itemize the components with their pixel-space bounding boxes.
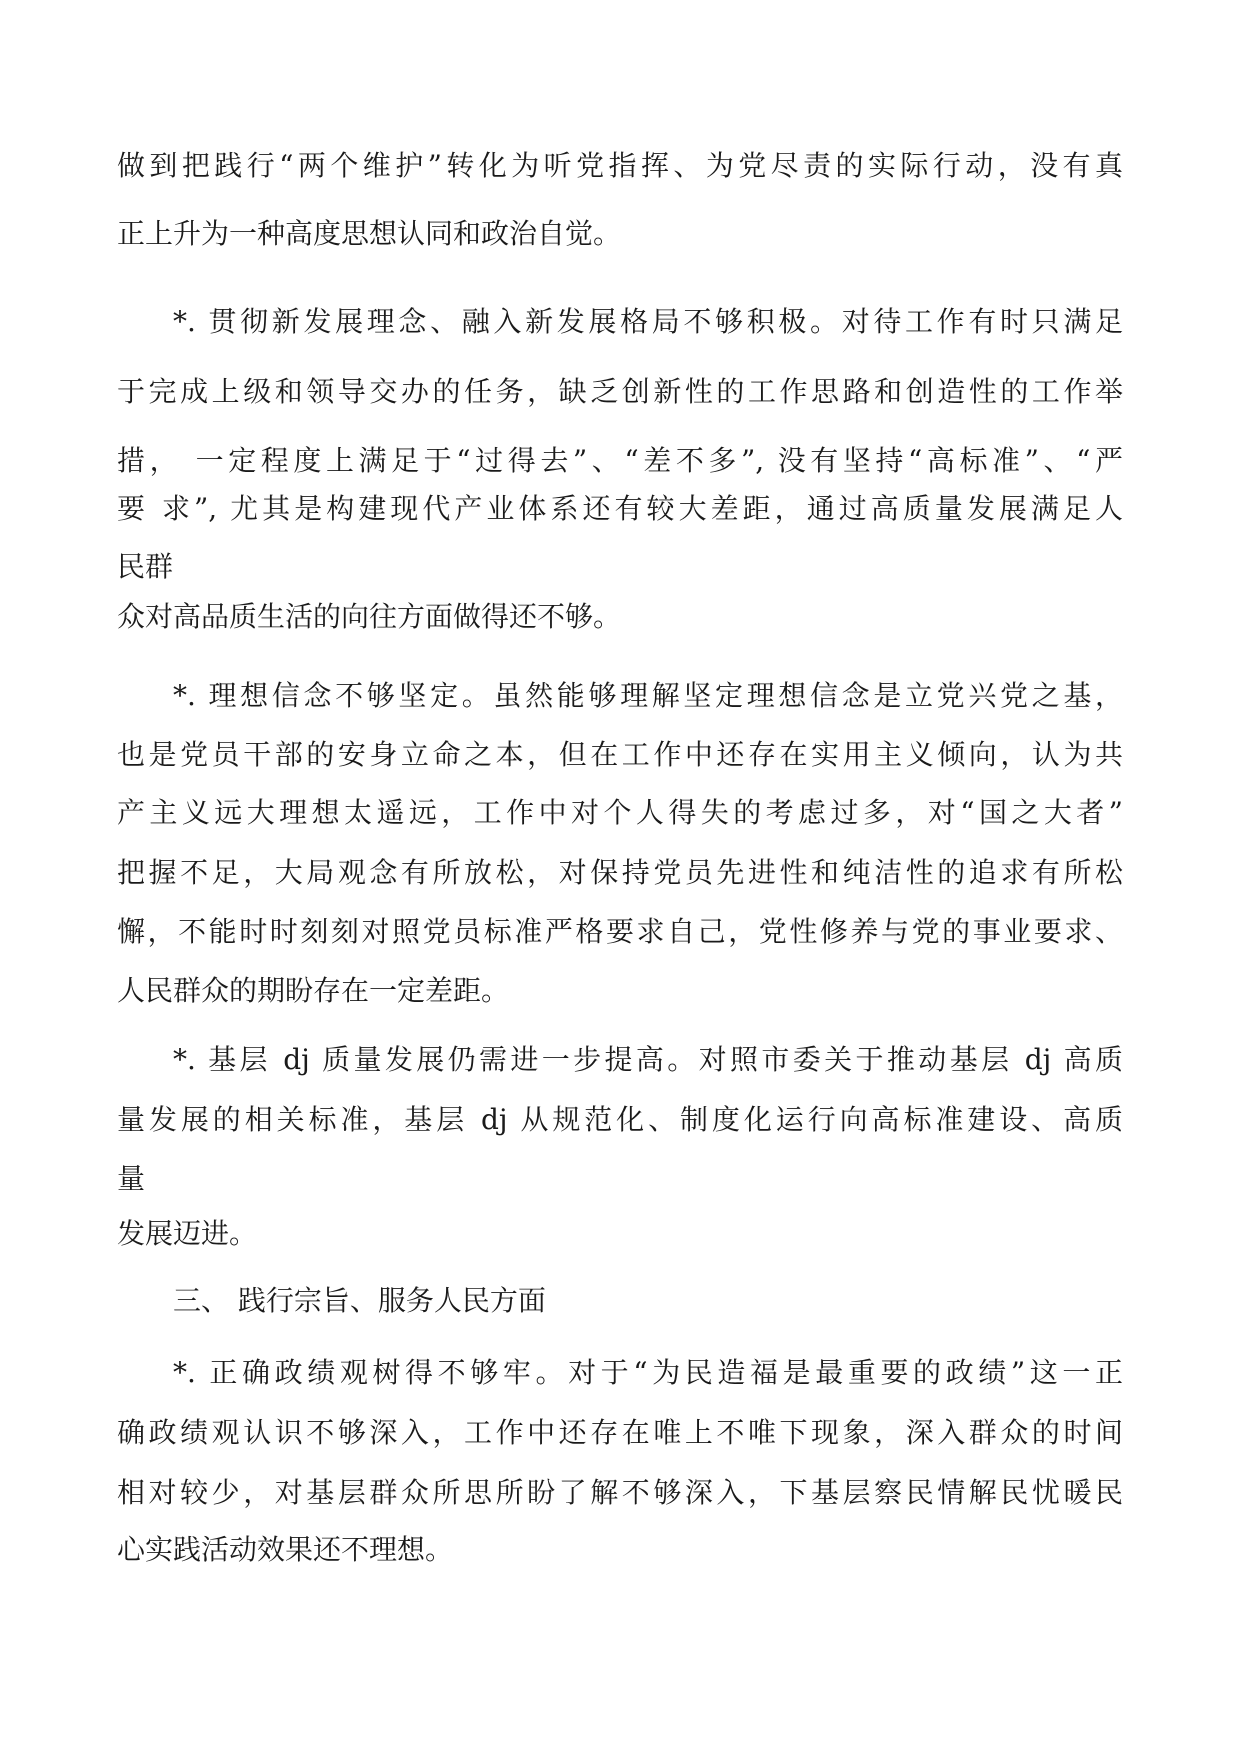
text-line: 把握不足，大局观念有所放松，对保持党员先进性和纯洁性的追求有所松 — [117, 856, 1123, 889]
text-line: *. 理想信念不够坚定。虽然能够理解坚定理想信念是立党兴党之基， — [173, 679, 1123, 712]
text-line: 量发展的相关标准，基层 dj 从规范化、制度化运行向高标准建设、高质 — [117, 1103, 1123, 1136]
text-line: *. 基层 dj 质量发展仍需进一步提高。对照市委关于推动基层 dj 高质 — [173, 1043, 1123, 1076]
text-line: 民群 — [117, 550, 174, 583]
text-line: 也是党员干部的安身立命之本，但在工作中还存在实用主义倾向，认为共 — [117, 738, 1123, 771]
text-line: 心实践活动效果还不理想。 — [117, 1533, 454, 1566]
text-line: 做到把践行“两个维护”转化为听党指挥、为党尽责的实际行动，没有真 — [117, 149, 1123, 182]
text-line: *. 贯彻新发展理念、融入新发展格局不够积极。对待工作有时只满足 — [173, 305, 1123, 338]
text-line: 人民群众的期盼存在一定差距。 — [117, 974, 510, 1007]
text-line: 确政绩观认识不够深入，工作中还存在唯上不唯下现象，深入群众的时间 — [117, 1416, 1123, 1449]
text-line: 要 求”, 尤其是构建现代产业体系还有较大差距，通过高质量发展满足人 — [117, 492, 1123, 525]
text-line: *. 正确政绩观树得不够牢。对于“为民造福是最重要的政绩”这一正 — [173, 1356, 1123, 1389]
text-line: 相对较少，对基层群众所思所盼了解不够深入，下基层察民情解民忧暖民 — [117, 1476, 1123, 1509]
text-line: 发展迈进。 — [117, 1217, 258, 1250]
text-line: 产主义远大理想太遥远，工作中对个人得失的考虑过多，对“国之大者” — [117, 796, 1123, 829]
text-line: 懈，不能时时刻刻对照党员标准严格要求自己，党性修养与党的事业要求、 — [117, 915, 1123, 948]
text-line: 量 — [117, 1162, 146, 1195]
section-heading: 三、 践行宗旨、服务人民方面 — [173, 1284, 546, 1317]
text-line: 措， 一定程度上满足于“过得去”、“差不多”, 没有坚持“高标准”、“严 — [117, 444, 1123, 477]
text-line: 正上升为一种高度思想认同和政治自觉。 — [117, 217, 622, 250]
text-line: 于完成上级和领导交办的任务，缺乏创新性的工作思路和创造性的工作举 — [117, 375, 1123, 408]
text-line: 众对高品质生活的向往方面做得还不够。 — [117, 600, 622, 633]
